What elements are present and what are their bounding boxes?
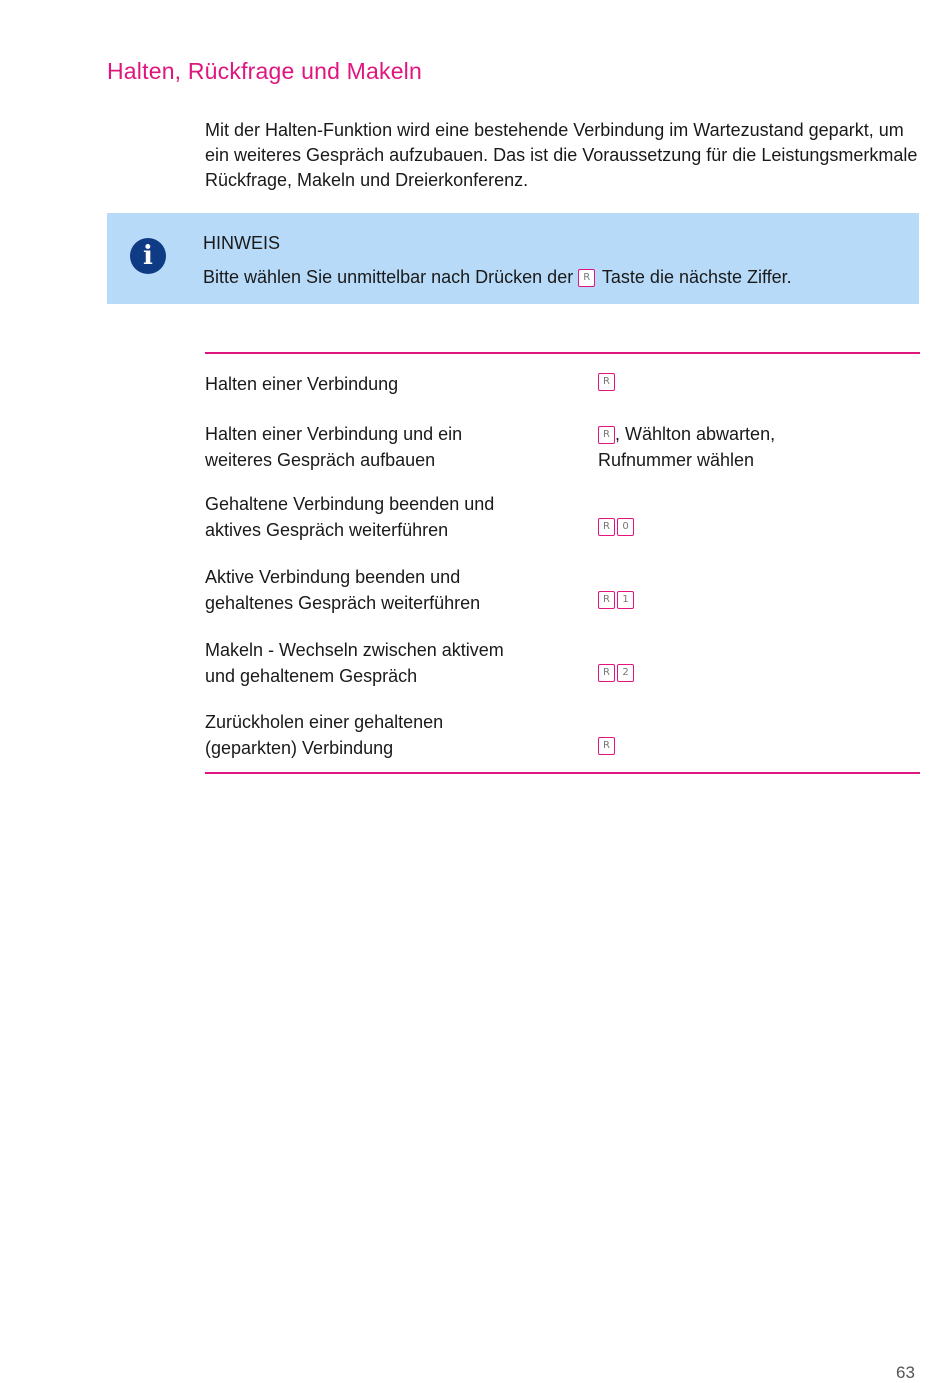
row-label-line: (geparkten) Verbindung (205, 738, 394, 758)
table-row-label (205, 371, 575, 397)
r-key-icon: R (598, 737, 615, 755)
page-title: Halten, Rückfrage und Makeln (107, 58, 422, 84)
intro-paragraph: Mit der Halten-Funktion wird eine bestehende Verbindung im Wartezustand geparkt, um ein weiteres Gespräch aufzubauen. Das ist die Voraussetzung für die Leistungsmerkmale Rückfrage, Makeln und Dreierkonferenz. (205, 120, 918, 190)
table-row-label (205, 564, 575, 616)
table-bottom-rule (205, 772, 920, 774)
digit-key-icon: 0 (617, 518, 634, 536)
note-text-after: Taste die nächste Ziffer. (601, 267, 792, 287)
row-action-line (598, 513, 918, 539)
row-action-text: , Wählton abwarten, (615, 424, 776, 444)
row-label-line: Aktive Verbindung beenden und (205, 567, 461, 587)
row-label-line: aktives Gespräch weiterführen (205, 520, 449, 540)
row-action-line (598, 368, 918, 394)
r-key-icon: R (598, 373, 615, 391)
row-label-line: Gehaltene Verbindung beenden und (205, 494, 495, 514)
note-text (203, 264, 792, 290)
page-number: 63 (896, 1363, 915, 1382)
r-key-icon: R (598, 591, 615, 609)
table-row-label (205, 637, 575, 689)
table-row-action (598, 368, 918, 394)
row-label-line: Zurückholen einer gehaltenen (205, 712, 444, 732)
r-key-icon: R (598, 664, 615, 682)
r-key-icon: R (598, 426, 615, 444)
table-row-action (598, 513, 918, 539)
note-heading: HINWEIS (203, 233, 281, 253)
row-label-line: weiteres Gespräch aufbauen (205, 450, 436, 470)
row-action-line: Rufnummer wählen (598, 450, 755, 470)
row-action-line (598, 421, 918, 447)
table-row-action (598, 586, 918, 612)
note-box (107, 213, 919, 304)
row-label-line: Makeln - Wechseln zwischen aktivem (205, 640, 504, 660)
digit-key-icon: 2 (617, 664, 634, 682)
row-label-line: Halten einer Verbindung und ein (205, 424, 463, 444)
note-text-before: Bitte wählen Sie unmittelbar nach Drücken der (203, 267, 574, 287)
r-key-icon: R (598, 518, 615, 536)
r-key-icon: R (578, 269, 595, 287)
row-label-line: gehaltenes Gespräch weiterführen (205, 593, 481, 613)
info-icon: i (130, 238, 166, 274)
row-label-line: und gehaltenem Gespräch (205, 666, 418, 686)
table-row-action (598, 659, 918, 685)
row-action-line (598, 659, 918, 685)
table-row-label (205, 709, 575, 761)
table-row-action (598, 732, 918, 758)
table-row-label (205, 421, 575, 473)
row-action-line (598, 586, 918, 612)
row-action-line (598, 732, 918, 758)
table-top-rule (205, 352, 920, 354)
table-row-label (205, 491, 575, 543)
row-label-line: Halten einer Verbindung (205, 374, 399, 394)
digit-key-icon: 1 (617, 591, 634, 609)
table-row-action (598, 421, 918, 473)
